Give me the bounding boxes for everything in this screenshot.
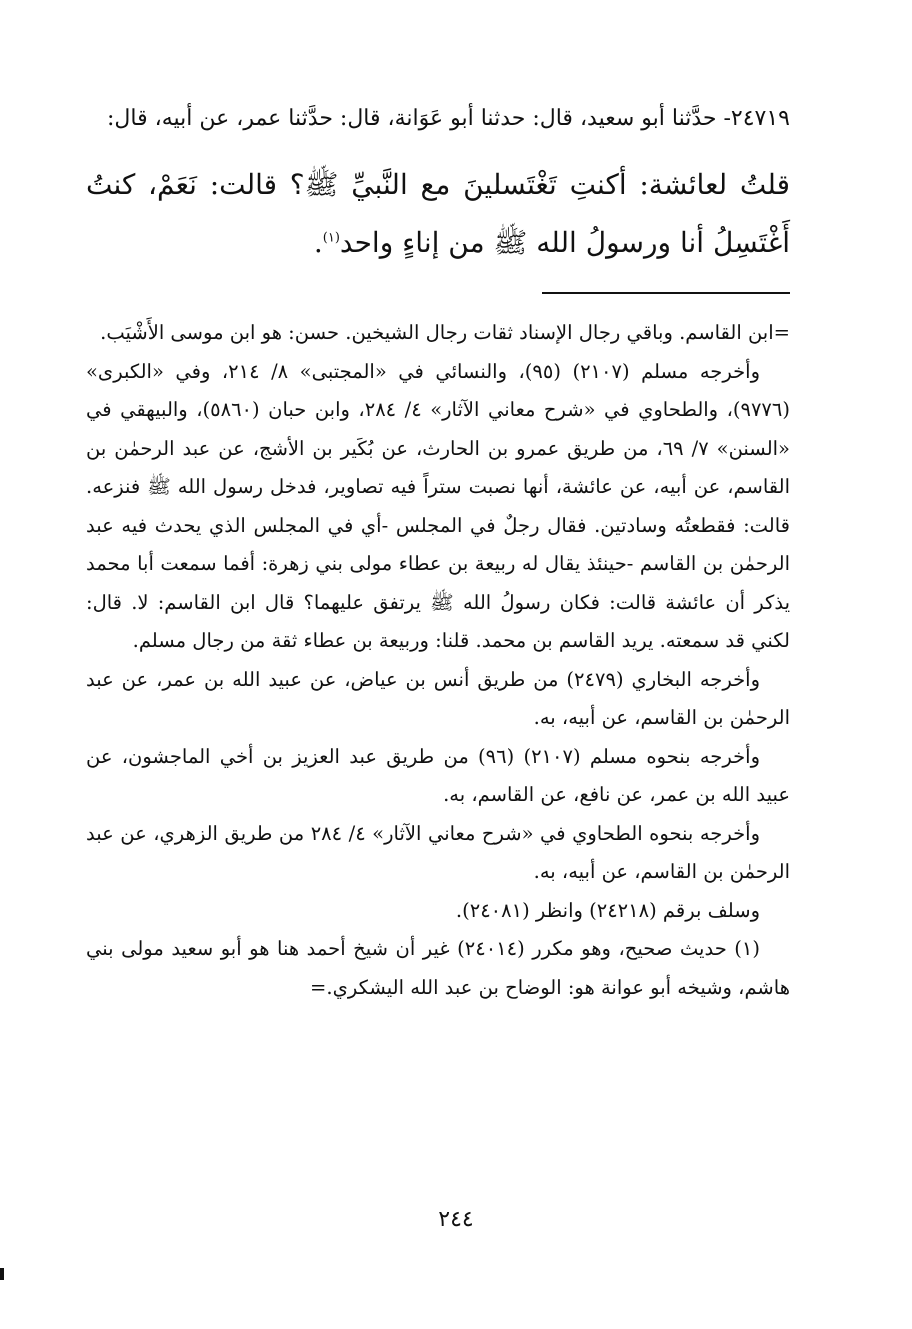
footnote-paragraph-bukhari: وأخرجه البخاري (٢٤٧٩) من طريق أنس بن عياض، عن عبيد الله بن عمر، عن عبد الرحمٰن بن القاسم، عن أبيه، به. [86,667,790,729]
page-body [86,0,790,1007]
footnote-paragraph-tahawi: وأخرجه بنحوه الطحاوي في «شرح معاني الآثار» ٤/ ٢٨٤ من طريق الزهري، عن عبد الرحمٰن بن القاسم، عن أبيه، به. [86,821,790,883]
footnote-reference[interactable]: (١) [322,230,340,246]
footnote-continuation: =ابن القاسم. وباقي رجال الإسناد ثقات رجال الشيخين. حسن: هو ابن موسى الأَشْيَب. [100,321,790,344]
hadith-matn [86,156,790,272]
page-number: ٢٤٤ [438,1207,474,1232]
hadith-matn-end: . [313,226,323,259]
footnotes-section [86,314,790,1007]
hadith-isnad: ٢٤٧١٩- حدَّثنا أبو سعيد، قال: حدثنا أبو عَوَانة، قال: حدَّثنا عمر، عن أبيه، قال: [106,106,790,131]
footnote-paragraph-muslim-96: وأخرجه بنحوه مسلم (٢١٠٧) (٩٦) من طريق عبد العزيز بن أخي الماجشون، عن عبيد الله بن عمر، عن نافع، عن القاسم، به. [86,744,790,806]
footnote-1: (١) حديث صحيح، وهو مكرر (٢٤٠١٤) غير أن شيخ أحمد هنا هو أبو سعيد مولى بني هاشم، وشيخه أبو عوانة هو: الوضاح بن عبد الله اليشكري.= [86,937,790,999]
footnote-paragraph-cross-reference: وسلف برقم (٢٤٢١٨) وانظر (٢٤٠٨١). [455,898,760,922]
footnote-separator-line [542,292,790,294]
footnote-paragraph-muslim: وأخرجه مسلم (٢١٠٧) (٩٥)، والنسائي في «المجتبى» ٨/ ٢١٤، وفي «الكبرى» (٩٧٧٦)، والطحاوي في «شرح معاني الآثار» ٤/ ٢٨٤، وابن حبان (٥٨٦٠)، والبيهقي في «السنن» ٧/ ٦٩، من طريق عمرو بن الحارث، عن بُكَير بن الأشج، عن عبد الرحمٰن بن القاسم، عن أبيه، عن عائشة، أنها نصبت ستراً فيه تصاوير، فدخل رسول الله ﷺ فنزعه. قالت: فقطعتُه وسادتين. فقال رجلٌ في المجلس -أي في المجلس الذي يحدث فيه عبد الرحمٰن بن القاسم -حينئذ يقال له ربيعة بن عطاء مولى بني زهرة: أفما سمعت أبا محمد يذكر أن عائشة قالت: فكان رسولُ الله ﷺ يرتفق عليهما؟ قال ابن القاسم: لا. قال: لكني قد سمعته. يريد القاسم بن محمد. قلنا: وربيعة بن عطاء ثقة من رجال مسلم. [86,359,790,652]
hadith-matn-text: قلتُ لعائشة: أكنتِ تَغْتَسلينَ مع النَّبيِّ ﷺ؟ قالت: نَعَمْ، كنتُ أَغْتَسِلُ أنا ورسولُ الله ﷺ من إناءٍ واحد [86,168,790,259]
scan-edge-mark [0,1268,4,1280]
